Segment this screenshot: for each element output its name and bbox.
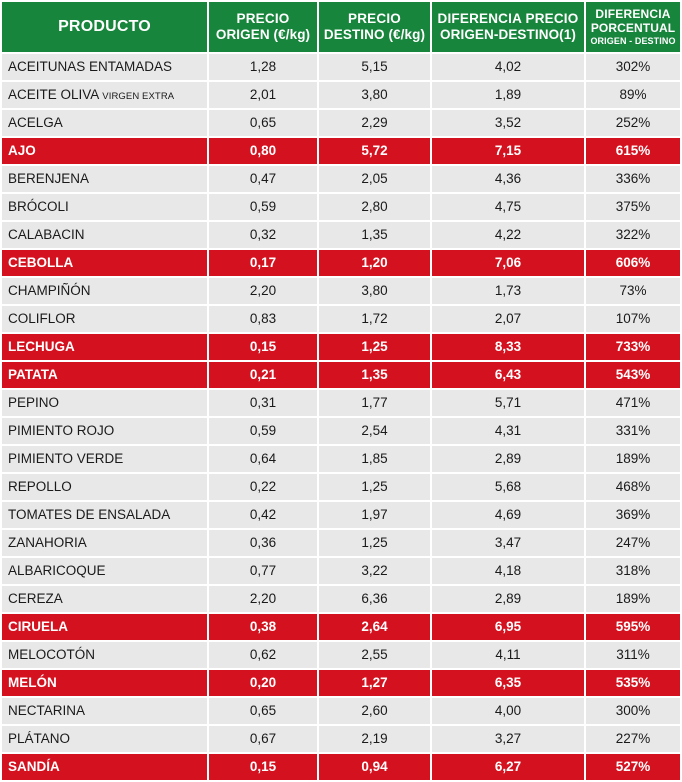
cell-product-name [1, 81, 208, 109]
table-header [1, 1, 681, 53]
column-header-diferencia-porcentual [585, 1, 681, 53]
cell-precio-origen: 0,67 [208, 725, 318, 753]
cell-diferencia-precio: 4,31 [431, 417, 585, 445]
product-name-text: PEPINO [8, 395, 60, 411]
cell-product-name [1, 277, 208, 305]
product-name-text: BRÓCOLI [8, 199, 69, 215]
header-label-producto: PRODUCTO [58, 17, 151, 35]
cell-precio-origen: 0,38 [208, 613, 318, 641]
product-name-text: AJO [8, 143, 36, 159]
cell-diferencia-precio: 4,18 [431, 557, 585, 585]
product-name-text: ALBARICOQUE [8, 563, 106, 579]
cell-diferencia-precio: 6,43 [431, 361, 585, 389]
table-row [1, 333, 681, 361]
cell-precio-destino: 1,72 [318, 305, 431, 333]
cell-product-name [1, 641, 208, 669]
cell-precio-origen: 0,31 [208, 389, 318, 417]
cell-precio-destino: 2,60 [318, 697, 431, 725]
cell-precio-destino: 2,29 [318, 109, 431, 137]
header-label-precio-origen: PRECIO [236, 11, 290, 27]
table-row [1, 249, 681, 277]
cell-precio-destino: 1,97 [318, 501, 431, 529]
cell-precio-destino: 1,35 [318, 221, 431, 249]
product-name-text: CIRUELA [8, 619, 68, 635]
cell-precio-destino: 2,54 [318, 417, 431, 445]
product-name-text: ZANAHORIA [8, 535, 87, 551]
table-row [1, 165, 681, 193]
cell-product-name [1, 697, 208, 725]
table-row [1, 193, 681, 221]
header-sub-precio-destino: DESTINO (€/kg) [323, 26, 426, 42]
cell-diferencia-porcentual: 318% [585, 557, 681, 585]
cell-diferencia-precio: 5,68 [431, 473, 585, 501]
product-name-text: PIMIENTO ROJO [8, 423, 115, 439]
cell-product-name [1, 417, 208, 445]
table-row [1, 585, 681, 613]
cell-product-name [1, 445, 208, 473]
cell-diferencia-precio: 6,27 [431, 753, 585, 781]
product-name-qualifier: VIRGEN EXTRA [102, 90, 175, 102]
product-name-text: PATATA [8, 367, 58, 383]
cell-diferencia-precio: 7,06 [431, 249, 585, 277]
cell-precio-destino: 2,64 [318, 613, 431, 641]
cell-precio-destino: 3,80 [318, 81, 431, 109]
cell-product-name [1, 221, 208, 249]
table-row [1, 361, 681, 389]
cell-diferencia-precio: 1,73 [431, 277, 585, 305]
table-row [1, 725, 681, 753]
cell-diferencia-porcentual: 89% [585, 81, 681, 109]
cell-precio-origen: 1,28 [208, 53, 318, 81]
cell-product-name [1, 473, 208, 501]
cell-precio-origen: 0,65 [208, 697, 318, 725]
cell-product-name [1, 193, 208, 221]
cell-diferencia-precio: 4,11 [431, 641, 585, 669]
cell-diferencia-porcentual: 73% [585, 277, 681, 305]
cell-diferencia-precio: 6,35 [431, 669, 585, 697]
table-row [1, 669, 681, 697]
cell-precio-destino: 2,05 [318, 165, 431, 193]
cell-product-name [1, 389, 208, 417]
cell-diferencia-porcentual: 189% [585, 445, 681, 473]
cell-diferencia-precio: 3,27 [431, 725, 585, 753]
cell-precio-origen: 0,59 [208, 193, 318, 221]
cell-diferencia-precio: 2,89 [431, 585, 585, 613]
table-row [1, 473, 681, 501]
cell-product-name [1, 53, 208, 81]
product-name-text: MELOCOTÓN [8, 647, 96, 663]
product-name-text: CHAMPIÑÓN [8, 283, 91, 299]
cell-precio-destino: 1,20 [318, 249, 431, 277]
product-name-text: LECHUGA [8, 339, 75, 355]
cell-precio-origen: 0,42 [208, 501, 318, 529]
table-row [1, 417, 681, 445]
column-header-diferencia-precio [431, 1, 585, 53]
cell-precio-origen: 2,20 [208, 277, 318, 305]
column-header-precio-destino [318, 1, 431, 53]
product-name-text: NECTARINA [8, 703, 86, 719]
product-name-text: ACEITE OLIVA [8, 86, 103, 102]
table-row [1, 305, 681, 333]
product-name-text: SANDÍA [8, 759, 60, 775]
cell-product-name [1, 669, 208, 697]
cell-product-name [1, 585, 208, 613]
cell-diferencia-precio: 8,33 [431, 333, 585, 361]
cell-diferencia-porcentual: 302% [585, 53, 681, 81]
cell-product-name [1, 361, 208, 389]
cell-product-name [1, 725, 208, 753]
cell-precio-origen: 0,15 [208, 753, 318, 781]
cell-diferencia-porcentual: 369% [585, 501, 681, 529]
cell-diferencia-precio: 4,02 [431, 53, 585, 81]
cell-diferencia-porcentual: 252% [585, 109, 681, 137]
cell-precio-origen: 0,15 [208, 333, 318, 361]
cell-diferencia-precio: 4,22 [431, 221, 585, 249]
cell-product-name [1, 613, 208, 641]
cell-precio-origen: 0,36 [208, 529, 318, 557]
header-sub2-diferencia-porcentual: ORIGEN - DESTINO [590, 35, 676, 46]
table-row [1, 109, 681, 137]
cell-precio-destino: 1,27 [318, 669, 431, 697]
header-sub-precio-origen: ORIGEN (€/kg) [215, 26, 311, 42]
cell-diferencia-precio: 4,75 [431, 193, 585, 221]
cell-diferencia-porcentual: 189% [585, 585, 681, 613]
product-name-text: PIMIENTO VERDE [8, 451, 124, 467]
cell-diferencia-porcentual: 595% [585, 613, 681, 641]
cell-diferencia-precio: 3,47 [431, 529, 585, 557]
column-header-producto [1, 1, 208, 53]
product-name-text: CEREZA [8, 591, 63, 607]
cell-diferencia-precio: 5,71 [431, 389, 585, 417]
table-row [1, 53, 681, 81]
cell-precio-origen: 0,65 [208, 109, 318, 137]
cell-product-name [1, 501, 208, 529]
cell-diferencia-porcentual: 471% [585, 389, 681, 417]
header-sub-diferencia-precio: ORIGEN-DESTINO(1) [440, 26, 576, 42]
cell-diferencia-porcentual: 615% [585, 137, 681, 165]
cell-product-name [1, 165, 208, 193]
cell-precio-origen: 0,64 [208, 445, 318, 473]
cell-precio-origen: 2,20 [208, 585, 318, 613]
cell-diferencia-porcentual: 527% [585, 753, 681, 781]
cell-precio-destino: 1,25 [318, 529, 431, 557]
cell-precio-origen: 0,17 [208, 249, 318, 277]
cell-precio-destino: 5,15 [318, 53, 431, 81]
cell-precio-destino: 1,35 [318, 361, 431, 389]
cell-diferencia-porcentual: 311% [585, 641, 681, 669]
product-name-text: REPOLLO [8, 479, 72, 495]
header-label-precio-destino: PRECIO [348, 11, 401, 27]
cell-diferencia-porcentual: 535% [585, 669, 681, 697]
cell-product-name [1, 333, 208, 361]
cell-diferencia-porcentual: 336% [585, 165, 681, 193]
cell-diferencia-precio: 4,36 [431, 165, 585, 193]
cell-precio-destino: 1,85 [318, 445, 431, 473]
table-row [1, 221, 681, 249]
table-row [1, 389, 681, 417]
cell-precio-destino: 3,22 [318, 557, 431, 585]
table-row [1, 445, 681, 473]
cell-diferencia-precio: 2,07 [431, 305, 585, 333]
cell-diferencia-porcentual: 300% [585, 697, 681, 725]
cell-diferencia-precio: 4,69 [431, 501, 585, 529]
product-name-text: ACEITUNAS ENTAMADAS [8, 59, 173, 75]
cell-product-name [1, 529, 208, 557]
product-name-text: ACELGA [8, 115, 63, 131]
header-label-diferencia-precio: DIFERENCIA PRECIO [437, 11, 579, 27]
cell-product-name [1, 305, 208, 333]
cell-precio-destino: 1,25 [318, 473, 431, 501]
cell-diferencia-porcentual: 733% [585, 333, 681, 361]
cell-precio-origen: 2,01 [208, 81, 318, 109]
cell-precio-origen: 0,83 [208, 305, 318, 333]
cell-precio-origen: 0,59 [208, 417, 318, 445]
cell-diferencia-porcentual: 606% [585, 249, 681, 277]
cell-product-name [1, 557, 208, 585]
cell-diferencia-porcentual: 375% [585, 193, 681, 221]
cell-diferencia-porcentual: 543% [585, 361, 681, 389]
header-row [1, 1, 681, 53]
cell-precio-origen: 0,32 [208, 221, 318, 249]
cell-precio-destino: 2,55 [318, 641, 431, 669]
cell-diferencia-precio: 2,89 [431, 445, 585, 473]
cell-diferencia-precio: 3,52 [431, 109, 585, 137]
cell-precio-origen: 0,77 [208, 557, 318, 585]
table-row [1, 501, 681, 529]
table-row [1, 137, 681, 165]
cell-diferencia-porcentual: 107% [585, 305, 681, 333]
table-body [1, 53, 681, 781]
cell-diferencia-porcentual: 322% [585, 221, 681, 249]
cell-precio-destino: 5,72 [318, 137, 431, 165]
table-row [1, 753, 681, 781]
cell-product-name [1, 753, 208, 781]
product-name-text: COLIFLOR [8, 311, 76, 327]
product-name-text: BERENJENA [8, 171, 90, 187]
table-row [1, 557, 681, 585]
product-name-text: MELÓN [8, 675, 57, 691]
cell-precio-destino: 6,36 [318, 585, 431, 613]
cell-precio-origen: 0,47 [208, 165, 318, 193]
cell-diferencia-precio: 4,00 [431, 697, 585, 725]
cell-precio-origen: 0,22 [208, 473, 318, 501]
product-name-text: PLÁTANO [8, 731, 71, 747]
cell-diferencia-precio: 7,15 [431, 137, 585, 165]
cell-diferencia-precio: 1,89 [431, 81, 585, 109]
product-name-text: CALABACIN [8, 227, 85, 243]
header-label-diferencia-porcentual: DIFERENCIA [595, 7, 671, 21]
cell-diferencia-porcentual: 468% [585, 473, 681, 501]
cell-diferencia-porcentual: 247% [585, 529, 681, 557]
table-row [1, 529, 681, 557]
product-name-text: CEBOLLA [8, 255, 74, 271]
cell-precio-origen: 0,62 [208, 641, 318, 669]
cell-precio-destino: 2,80 [318, 193, 431, 221]
table-row [1, 277, 681, 305]
cell-product-name [1, 137, 208, 165]
cell-product-name [1, 249, 208, 277]
cell-precio-origen: 0,80 [208, 137, 318, 165]
cell-precio-destino: 2,19 [318, 725, 431, 753]
cell-product-name [1, 109, 208, 137]
table-row [1, 613, 681, 641]
table-row [1, 697, 681, 725]
cell-diferencia-porcentual: 227% [585, 725, 681, 753]
cell-precio-origen: 0,20 [208, 669, 318, 697]
table-row [1, 81, 681, 109]
cell-diferencia-precio: 6,95 [431, 613, 585, 641]
cell-precio-destino: 3,80 [318, 277, 431, 305]
column-header-precio-origen [208, 1, 318, 53]
cell-precio-destino: 0,94 [318, 753, 431, 781]
product-name-text: TOMATES DE ENSALADA [8, 507, 171, 523]
table-row [1, 641, 681, 669]
cell-precio-destino: 1,25 [318, 333, 431, 361]
cell-diferencia-porcentual: 331% [585, 417, 681, 445]
header-sub-diferencia-porcentual: PORCENTUAL [590, 20, 676, 35]
cell-precio-origen: 0,21 [208, 361, 318, 389]
cell-precio-destino: 1,77 [318, 389, 431, 417]
